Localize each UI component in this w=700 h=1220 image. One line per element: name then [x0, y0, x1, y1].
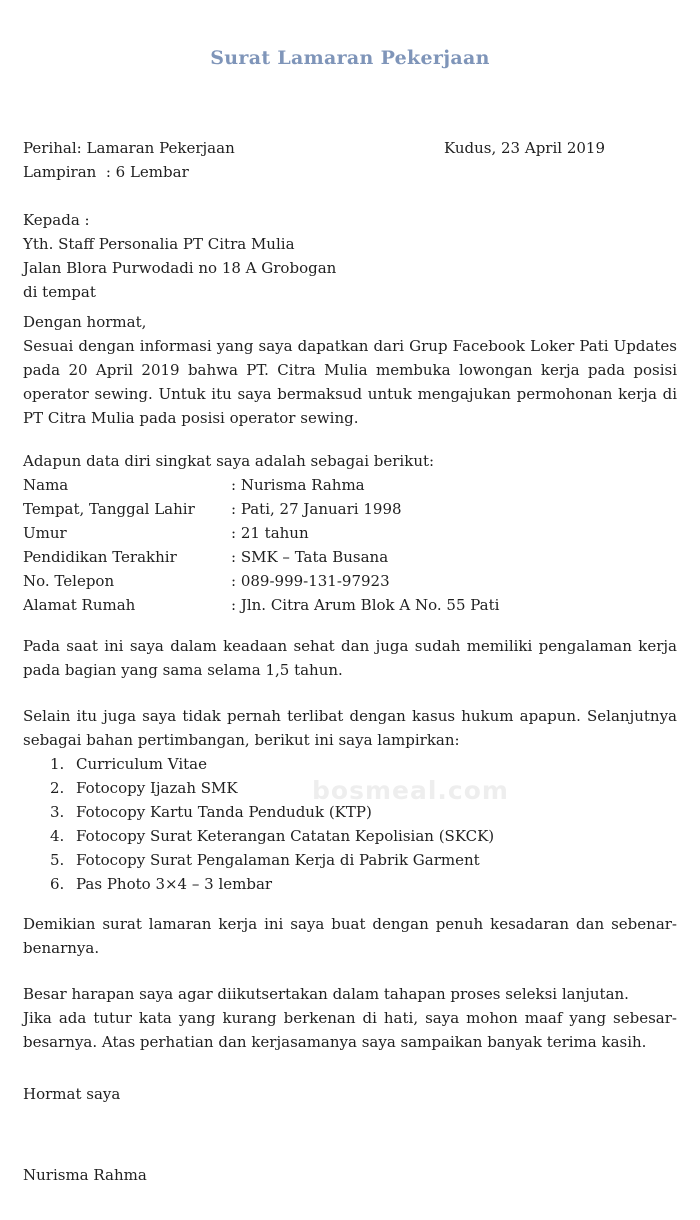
personal-data-table	[23, 473, 499, 617]
data-intro: Adapun data diri singkat saya adalah sebagai berikut:	[23, 452, 435, 470]
list-item	[50, 800, 677, 824]
letter-title: Surat Lamaran Pekerjaan	[210, 47, 490, 69]
attachments-intro: Selain itu juga saya tidak pernah terlibat dengan kasus hukum apapun. Selanjutnya sebagai bahan pertimbangan, berikut ini saya lampirkan:	[23, 707, 677, 749]
data-label: Umur	[23, 524, 67, 542]
list-number: 6.	[50, 875, 65, 893]
recipient-block	[23, 208, 677, 304]
list-text: Fotocopy Surat Keterangan Catatan Kepolisian (SKCK)	[76, 827, 495, 845]
letter-date: Kudus, 23 April 2019	[443, 139, 605, 157]
recipient-name: Yth. Staff Personalia PT Citra Mulia	[23, 235, 295, 253]
closing-paragraph-1: Demikian surat lamaran kerja ini saya buat dengan penuh kesadaran dan sebenar-benarnya.	[23, 915, 677, 957]
opening-block	[23, 310, 677, 430]
list-number: 4.	[50, 827, 65, 845]
subject-line: Perihal: Lamaran Pekerjaan	[23, 139, 235, 157]
recipient-kepada: Kepada :	[23, 211, 90, 229]
list-number: 2.	[50, 779, 65, 797]
list-text: Curriculum Vitae	[76, 755, 208, 773]
list-number: 5.	[50, 851, 65, 869]
data-value: : SMK – Tata Busana	[231, 548, 389, 566]
list-text: Fotocopy Ijazah SMK	[76, 779, 238, 797]
list-text: Fotocopy Surat Pengalaman Kerja di Pabrik Garment	[76, 851, 480, 869]
list-item	[50, 872, 677, 896]
table-row	[23, 521, 499, 545]
table-row	[23, 569, 499, 593]
recipient-address: Jalan Blora Purwodadi no 18 A Grobogan	[23, 259, 337, 277]
signature-name: Nurisma Rahma	[23, 1166, 147, 1184]
closing-paragraph-3: Jika ada tutur kata yang kurang berkenan di hati, saya mohon maaf yang sebesar-besarnya. Atas perhatian dan kerjasamanya saya sampaikan banyak terima kasih.	[23, 1009, 677, 1051]
list-text: Fotocopy Kartu Tanda Penduduk (KTP)	[76, 803, 372, 821]
watermark: bosmeal.com	[312, 776, 509, 805]
closing-paragraph-2: Besar harapan saya agar diikutsertakan dalam tahapan proses seleksi lanjutan.	[23, 985, 629, 1003]
attachments-block	[23, 704, 677, 896]
list-item	[50, 776, 677, 800]
data-label: Alamat Rumah	[23, 596, 136, 614]
signoff: Hormat saya	[23, 1085, 121, 1103]
data-value: : 089-999-131-97923	[231, 572, 390, 590]
list-text: Pas Photo 3×4 – 3 lembar	[76, 875, 273, 893]
list-item	[50, 848, 677, 872]
table-row	[23, 545, 499, 569]
greeting: Dengan hormat,	[23, 313, 147, 331]
data-value: : Pati, 27 Januari 1998	[231, 500, 402, 518]
list-item	[50, 824, 677, 848]
table-row	[23, 473, 499, 497]
data-value: : 21 tahun	[231, 524, 309, 542]
list-number: 1.	[50, 755, 65, 773]
letter-header	[23, 136, 677, 184]
data-label: Tempat, Tanggal Lahir	[23, 500, 195, 518]
data-value: : Nurisma Rahma	[231, 476, 365, 494]
closing-block	[23, 982, 677, 1054]
table-row	[23, 593, 499, 617]
data-label: Pendidikan Terakhir	[23, 548, 177, 566]
attachment-count: Lampiran : 6 Lembar	[23, 163, 189, 181]
table-row	[23, 497, 499, 521]
data-label: No. Telepon	[23, 572, 115, 590]
personal-data-block	[23, 449, 677, 617]
data-label: Nama	[23, 476, 69, 494]
list-item	[50, 752, 677, 776]
recipient-place: di tempat	[23, 283, 96, 301]
data-value: : Jln. Citra Arum Blok A No. 55 Pati	[231, 596, 500, 614]
list-number: 3.	[50, 803, 65, 821]
intro-paragraph: Sesuai dengan informasi yang saya dapatkan dari Grup Facebook Loker Pati Updates pada 20 April 2019 bahwa PT. Citra Mulia membuka lowongan kerja pada posisi operator sewing. Untuk itu saya bermaksud untuk mengajukan permohonan kerja di PT Citra Mulia pada posisi operator sewing.	[23, 337, 677, 427]
experience-paragraph: Pada saat ini saya dalam keadaan sehat dan juga sudah memiliki pengalaman kerja pada bagian yang sama selama 1,5 tahun.	[23, 637, 677, 679]
attachments-list	[23, 752, 677, 896]
